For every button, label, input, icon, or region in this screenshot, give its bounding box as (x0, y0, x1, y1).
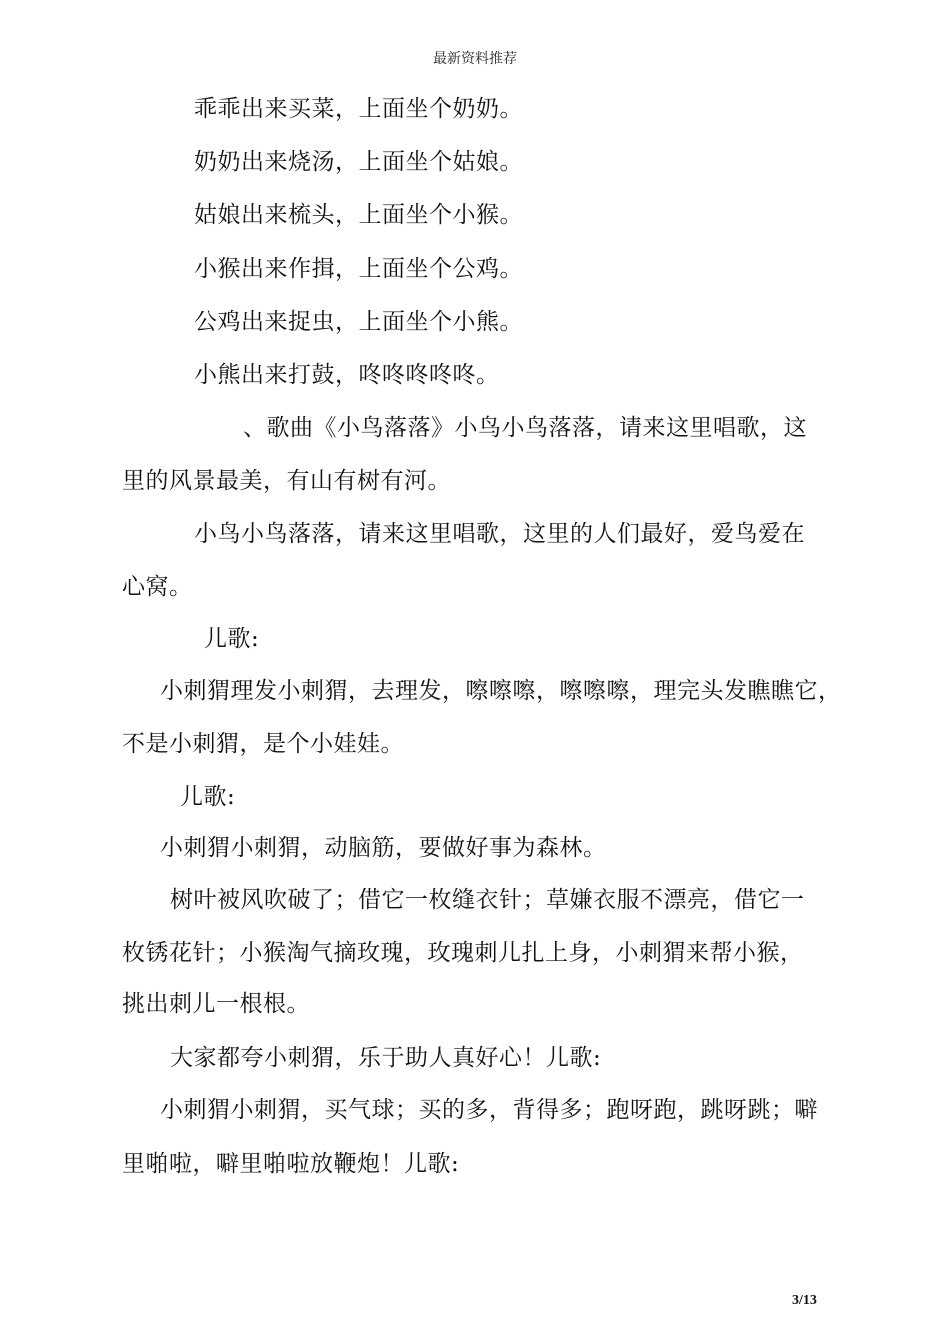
text-line: 心窝。 (122, 574, 193, 600)
text-line: 、歌曲《小鸟落落》小鸟小鸟落落，请来这里唱歌，这 (243, 415, 807, 441)
text-line: 公鸡出来捉虫，上面坐个小熊。 (194, 309, 523, 335)
text-line: 小刺猬理发小刺猬，去理发，嚓嚓嚓，嚓嚓嚓，理完头发瞧瞧它， (160, 678, 842, 704)
text-line: 大家都夸小刺猬，乐于助人真好心！儿歌: (170, 1045, 602, 1071)
text-line: 小刺猬小刺猬，买气球；买的多，背得多；跑呀跑，跳呀跳；噼 (160, 1097, 818, 1123)
page-header: 最新资料推荐 (433, 51, 517, 67)
text-line: 小刺猬小刺猬，动脑筋，要做好事为森林。 (160, 835, 607, 861)
text-line: 小鸟小鸟落落，请来这里唱歌，这里的人们最好，爱鸟爱在 (194, 521, 805, 547)
text-line: 树叶被风吹破了；借它一枚缝衣针；草嫌衣服不漂亮，借它一 (170, 887, 805, 913)
text-line: 里啪啦，噼里啪啦放鞭炮！儿歌: (122, 1151, 460, 1177)
text-line: 枚锈花针；小猴淘气摘玫瑰，玫瑰刺儿扎上身，小刺猬来帮小猴， (122, 940, 804, 966)
text-line: 乖乖出来买菜，上面坐个奶奶。 (194, 96, 523, 122)
text-line: 小熊出来打鼓，咚咚咚咚咚。 (194, 362, 500, 388)
page-number: 3/13 (792, 1293, 817, 1308)
text-line: 里的风景最美，有山有树有河。 (122, 468, 451, 494)
text-line: 小猴出来作揖，上面坐个公鸡。 (194, 256, 523, 282)
text-line: 姑娘出来梳头，上面坐个小猴。 (194, 202, 523, 228)
text-line: 奶奶出来烧汤，上面坐个姑娘。 (194, 149, 523, 175)
text-line: 儿歌: (180, 784, 236, 810)
text-line: 儿歌: (204, 626, 260, 652)
text-line: 挑出刺儿一根根。 (122, 991, 310, 1017)
text-line: 不是小刺猬，是个小娃娃。 (122, 731, 404, 757)
